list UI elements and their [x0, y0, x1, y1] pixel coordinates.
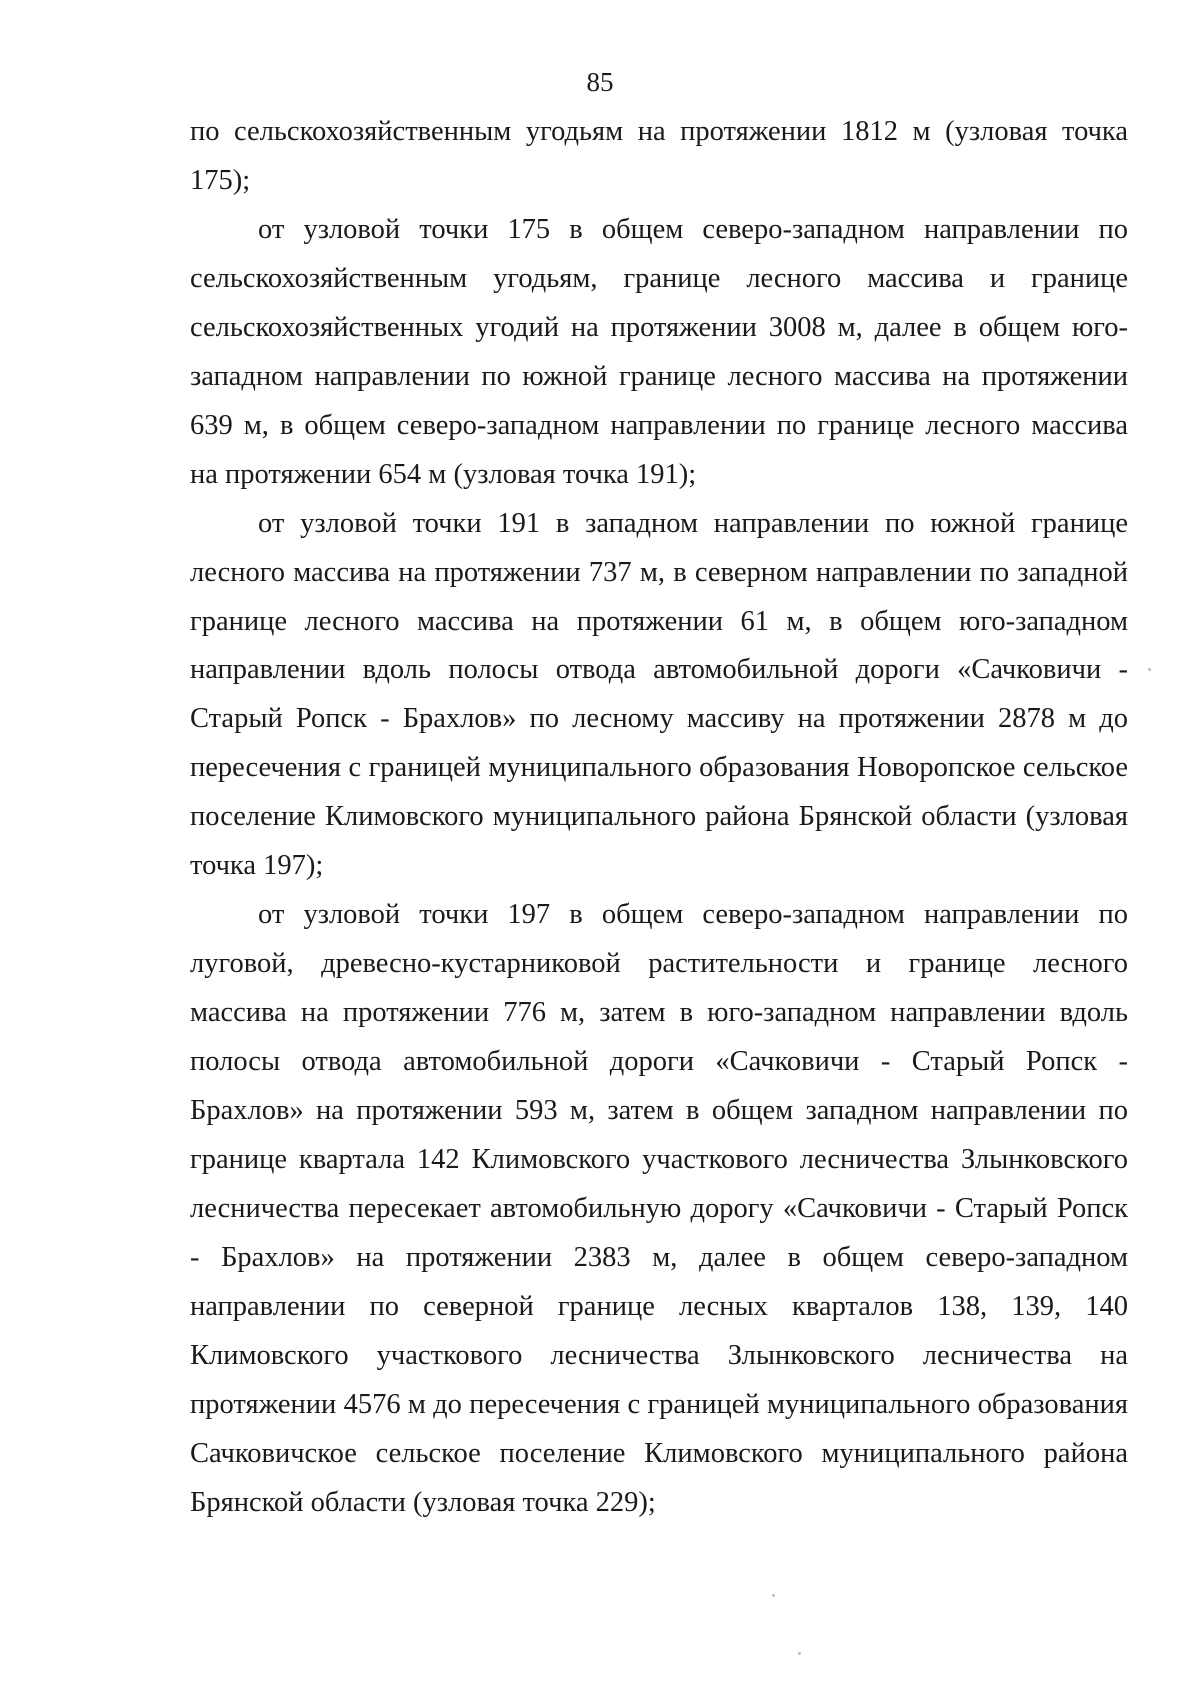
- scan-speck: [772, 1594, 775, 1597]
- paragraph-2: от узловой точки 175 в общем северо-западном направлении по сельскохозяйственным угодьям, границе лесного массива и границе сельскохозяйственных угодий на протяжении 3008 м, далее в общем юго-западном направлении по южной границе лесного массива на протяжении 639 м, в общем северо-западном направлении по границе лесного массива на протяжении 654 м (узловая точка 191);: [190, 213, 1128, 490]
- paragraph-4: от узловой точки 197 в общем северо-западном направлении по луговой, древесно-кустарниковой растительности и границе лесного массива на протяжении 776 м, затем в юго-западном направлении вдоль полосы отвода автомобильной дороги «Сачковичи - Старый Ропск - Брахлов» на протяжении 593 м, затем в общем западном направлении по границе квартала 142 Климовского участкового лесничества Злынковского лесничества пересекает автомобильную дорогу «Сачковичи - Старый Ропск - Брахлов» на протяжении 2383 м, далее в общем северо-западном направлении по северной границе лесных кварталов 138, 139, 140 Климовского участкового лесничества Злынковского лесничества на протяжении 4576 м до пересечения с границей муниципального образования Сачковичское сельское поселение Климовского муниципального района Брянской области (узловая точка 229);: [190, 899, 1128, 1518]
- scan-speck: [798, 1652, 801, 1655]
- document-body: [190, 108, 1128, 1528]
- scan-speck: [1148, 668, 1151, 671]
- page-number: 85: [586, 67, 614, 97]
- paragraph-1: по сельскохозяйственным угодьям на протяжении 1812 м (узловая точка 175);: [190, 116, 1128, 196]
- paragraph-3: от узловой точки 191 в западном направлении по южной границе лесного массива на протяжении 737 м, в северном направлении по западной границе лесного массива на протяжении 61 м, в общем юго-западном направлении вдоль полосы отвода автомобильной дороги «Сачковичи - Старый Ропск - Брахлов» по лесному массиву на протяжении 2878 м до пересечения с границей муниципального образования Новоропское сельское поселение Климовского муниципального района Брянской области (узловая точка 197);: [190, 507, 1128, 882]
